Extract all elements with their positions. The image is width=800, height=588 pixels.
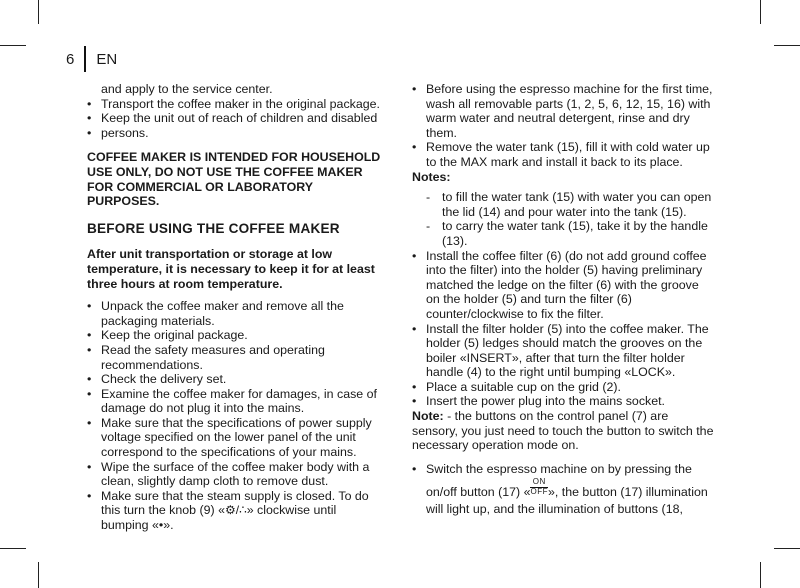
list-item: • Place a suitable cup on the grid (2).: [412, 379, 621, 394]
list-item: • Keep the unit out of reach of children and disabled: [87, 111, 378, 126]
crop-mark: [760, 562, 761, 588]
bold-notice: After unit transportation or storage at low temperature, it is necessary to keep it for at least three hours at room temperature.: [87, 247, 375, 291]
crop-mark: [38, 0, 39, 24]
list-item: • Make sure that the steam supply is closed. To do this turn the knob (9) «⚙/∴» clockwise until bumping «•».: [87, 488, 369, 533]
list-item: • Transport the coffee maker in the original package.: [87, 96, 380, 111]
warning-text: COFFEE MAKER IS INTENDED FOR HOUSEHOLD USE ONLY, DO NOT USE THE COFFEE MAKER FOR COMMERCIAL OR LABORATORY PURPOSES.: [87, 150, 381, 209]
note-item: - to carry the water tank (15), take it by the handle (13).: [426, 219, 708, 248]
page-header: [66, 46, 117, 72]
note-item: - to fill the water tank (15) with water you can open the lid (14) and pour water into the tank (15).: [426, 190, 712, 219]
list-item: • Insert the power plug into the mains socket.: [412, 394, 665, 409]
crop-mark: [774, 548, 800, 549]
list-item: • Read the safety measures and operating recommendations.: [87, 342, 325, 372]
crop-mark: [0, 45, 26, 46]
list-item: • Examine the coffee maker for damages, in case of damage do not plug it into the mains.: [87, 386, 377, 416]
on-off-icon: ON OFF: [530, 476, 548, 496]
list-item: • Install the filter holder (5) into the coffee maker. The holder (5) ledges should match the grooves on the boiler «INSERT», after that turn the filter holder handle (4) to the right until bumping «LOCK».: [412, 321, 709, 380]
list-item: • Unpack the coffee maker and remove all the packaging materials.: [87, 299, 344, 328]
crop-mark: [0, 548, 26, 549]
list-item: • Install the coffee filter (6) (do not add ground coffee into the filter) into the holder (5) having preliminary matched the ledge on the filter (6) with the groove on the holder (5) and turn the filter (6) counter/clockwise to fix the filter.: [412, 248, 707, 321]
list-item: • Keep the original package.: [87, 328, 248, 343]
crop-mark: [774, 45, 800, 46]
notes-label: Notes:: [412, 169, 451, 184]
list-item: • Wipe the surface of the coffee maker body with a clean, slightly damp cloth to remove dust.: [87, 459, 370, 489]
section-heading: BEFORE USING THE COFFEE MAKER: [87, 220, 340, 236]
sensory-note: Note: - the buttons on the control panel (7) are sensory, you just need to touch the button to switch the necessary operation mode on.: [412, 409, 714, 453]
list-item: • Make sure that the specifications of power supply voltage specified on the lower panel of the unit correspond to the specifications of your mains.: [87, 415, 372, 460]
header-divider: [84, 46, 86, 72]
list-item: • persons.: [87, 125, 149, 140]
list-item: • Before using the espresso machine for the first time, wash all removable parts (1, 2, 5, 6, 12, 15, 16) with warm water and neutral detergent, rinse and dry them.: [412, 82, 713, 140]
page-number: 6: [66, 50, 75, 68]
list-item: • Remove the water tank (15), fill it with cold water up to the MAX mark and install it back to its place.: [412, 140, 710, 169]
list-item: • Switch the espresso machine on by pressing the on/off button (17) «ON OFF », the button (17) illumination will light up, and the illumination of buttons (18,: [412, 461, 708, 516]
left-column: [87, 82, 387, 533]
list-item: • Check the delivery set.: [87, 372, 227, 387]
continued-text: and apply to the service center.: [101, 82, 273, 96]
language-code: EN: [96, 50, 118, 68]
right-column: [412, 82, 715, 518]
crop-mark: [38, 562, 39, 588]
steam-knob-icon: ⚙/∴: [224, 503, 247, 518]
crop-mark: [760, 0, 761, 24]
